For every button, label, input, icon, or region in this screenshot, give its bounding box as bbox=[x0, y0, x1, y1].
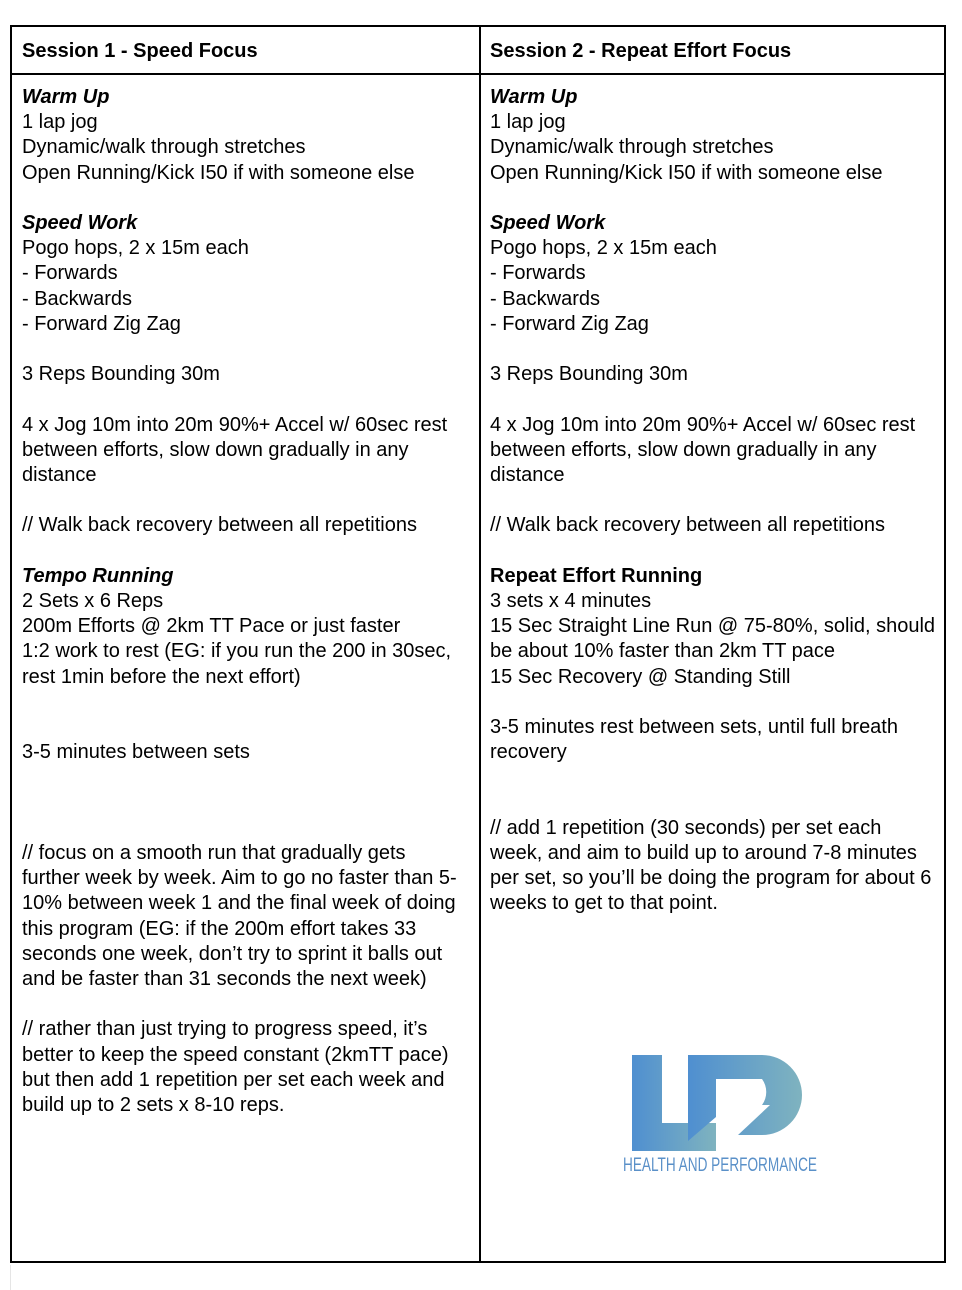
speed-heading: Speed Work bbox=[22, 212, 138, 234]
warmup-line: Dynamic/walk through stretches bbox=[22, 136, 306, 159]
lp-logo bbox=[620, 1037, 820, 1187]
warmup-heading: Warm Up bbox=[490, 86, 578, 108]
main-line: 15 Sec Straight Line Run @ 75-80%, solid, should be about 10% faster than 2km TT pace bbox=[490, 615, 936, 663]
speed-line: Pogo hops, 2 x 15m each bbox=[22, 237, 249, 260]
session-1-column bbox=[12, 27, 478, 1261]
bounding-line: 3 Reps Bounding 30m bbox=[490, 363, 688, 386]
walkback-note: // Walk back recovery between all repetitions bbox=[22, 514, 417, 537]
speed-line: - Forward Zig Zag bbox=[22, 312, 181, 335]
speed-line: - Forwards bbox=[490, 262, 586, 285]
speed-line: - Backwards bbox=[490, 287, 601, 310]
session-2-body bbox=[480, 73, 946, 917]
main-line: 2 Sets x 6 Reps bbox=[22, 589, 164, 612]
progress-note: // rather than just trying to progress speed, it’s better to keep the speed constant (2kmTT pace) but then add 1 repetition per set each week and build up to 2 sets x 8-10 reps. bbox=[22, 1018, 449, 1116]
logo-caption: HEALTH AND PERFORMANCE bbox=[623, 1155, 817, 1176]
main-line: 3 sets x 4 minutes bbox=[490, 589, 652, 612]
main-heading: Tempo Running bbox=[22, 564, 174, 587]
progress-note: // focus on a smooth run that gradually gets further week by week. Aim to go no faster than 5-10% between week 1 and the final week of doing this program (EG: if the 200m effort takes 33 seconds one week, don’t try to sprint it balls out and be faster than 31 seconds the next week) bbox=[22, 841, 457, 990]
main-line: 200m Efforts @ 2km TT Pace or just faster bbox=[22, 615, 401, 638]
main-line: 15 Sec Recovery @ Standing Still bbox=[490, 665, 791, 688]
warmup-line: 1 lap jog bbox=[22, 111, 98, 134]
main-heading: Repeat Effort Running bbox=[490, 564, 703, 587]
speed-line: Pogo hops, 2 x 15m each bbox=[490, 237, 717, 260]
between-sets: 3-5 minutes between sets bbox=[22, 741, 250, 764]
session-2-column bbox=[480, 27, 946, 1261]
session-1-title: Session 1 - Speed Focus bbox=[22, 40, 258, 62]
session-1-body bbox=[12, 73, 478, 1118]
warmup-heading: Warm Up bbox=[22, 86, 110, 108]
page-edge bbox=[10, 1265, 11, 1290]
bounding-line: 3 Reps Bounding 30m bbox=[22, 363, 220, 386]
session-2-title: Session 2 - Repeat Effort Focus bbox=[490, 40, 792, 62]
warmup-line: 1 lap jog bbox=[490, 111, 566, 134]
accel-text: 4 x Jog 10m into 20m 90%+ Accel w/ 60sec rest between efforts, slow down gradually in any distance bbox=[490, 413, 916, 486]
warmup-line: Dynamic/walk through stretches bbox=[490, 136, 774, 159]
warmup-line: Open Running/Kick I50 if with someone else bbox=[490, 161, 883, 184]
speed-line: - Forward Zig Zag bbox=[490, 312, 649, 335]
program-table bbox=[10, 25, 946, 1263]
progress-note: // add 1 repetition (30 seconds) per set each week, and aim to build up to around 7-8 minutes per set, so you’ll be doing the program for about 6 weeks to get to that point. bbox=[490, 816, 932, 915]
accel-text: 4 x Jog 10m into 20m 90%+ Accel w/ 60sec rest between efforts, slow down gradually in any distance bbox=[22, 413, 448, 486]
main-line: 1:2 work to rest (EG: if you run the 200 in 30sec, rest 1min before the next effort) bbox=[22, 640, 452, 688]
walkback-note: // Walk back recovery between all repetitions bbox=[490, 514, 885, 537]
warmup-line: Open Running/Kick I50 if with someone else bbox=[22, 161, 415, 184]
speed-line: - Backwards bbox=[22, 287, 133, 310]
speed-heading: Speed Work bbox=[490, 212, 606, 234]
speed-line: - Forwards bbox=[22, 262, 118, 285]
between-sets: 3-5 minutes rest between sets, until full breath recovery bbox=[490, 715, 898, 764]
